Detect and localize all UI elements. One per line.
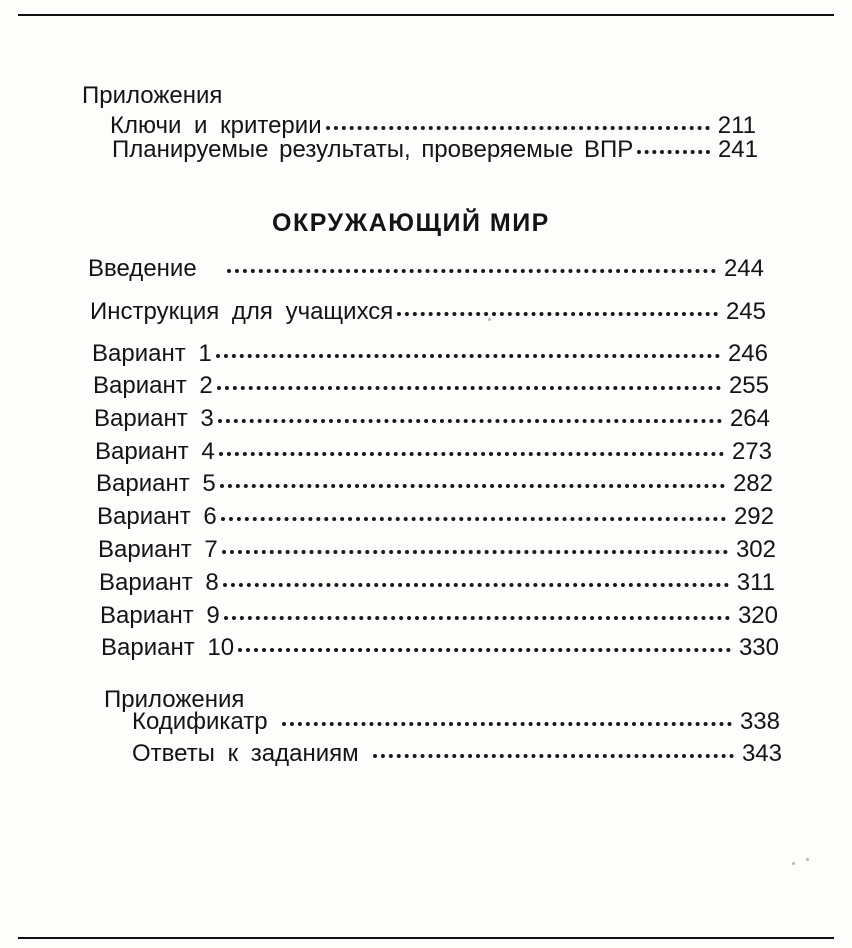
toc-entry-label: Инструкция для учащихся [90,298,394,325]
dot-leader [373,754,734,758]
dot-leader [216,354,720,358]
toc-entry-codifier[interactable] [132,708,780,736]
dot-leader [326,126,710,130]
dot-leader [227,269,716,273]
appendix-heading-2: Приложения [104,686,245,713]
dot-leader [222,550,728,554]
appendix-heading: Приложения [82,82,223,109]
toc-entry-label: Вариант 6 [97,503,217,530]
toc-entry-page: 264 [729,405,770,432]
toc-entry-label: Вариант 4 [95,438,215,465]
toc-entry-page: 311 [736,569,775,596]
dot-leader [637,150,710,154]
toc-entry-label: Введение [88,255,197,282]
toc-entry-label: Кодификатр [132,708,268,735]
toc-entry-introduction[interactable] [88,255,764,283]
page-bottom-edge [18,937,834,939]
toc-entry-page: 282 [732,470,773,497]
toc-entry-page: 302 [735,536,776,563]
toc-entry-instructions[interactable] [90,298,766,326]
dot-leader [219,452,724,456]
toc-entry-label: Вариант 5 [96,470,216,497]
toc-entry-variant-4[interactable] [95,438,772,466]
toc-entry-label: Вариант 7 [98,536,218,563]
dot-leader [397,312,718,316]
toc-entry-page: 330 [738,634,779,661]
toc-entry-label: Вариант 10 [101,634,235,661]
toc-entry-variant-1[interactable] [92,340,768,368]
toc-entry-label: Планируемые результаты, проверяемые ВПР [112,136,634,163]
toc-entry-variant-3[interactable] [94,405,770,433]
print-speck [806,858,809,861]
toc-entry-variant-9[interactable] [100,602,778,630]
toc-entry-page: 241 [717,136,758,163]
page-top-edge [18,14,834,16]
toc-entry-page: 246 [727,340,768,367]
toc-entry-page: 343 [741,740,782,767]
toc-entry-page: 320 [737,602,778,629]
toc-entry-variant-8[interactable] [99,569,775,597]
toc-entry-page: 244 [723,255,764,282]
dot-leader [220,484,725,488]
toc-entry-label: Ключи и критерии [110,112,322,139]
dot-leader [238,648,731,652]
toc-entry-answers[interactable] [132,740,782,768]
toc-entry-page: 211 [717,112,756,139]
toc-entry-variant-10[interactable] [101,634,779,662]
toc-entry-page: 273 [731,438,772,465]
toc-entry-page: 255 [728,372,769,399]
toc-entry-label: Вариант 2 [93,372,213,399]
dot-leader [223,583,729,587]
dot-leader [218,419,722,423]
toc-entry-planned-results[interactable] [112,136,758,164]
print-speck [792,862,795,865]
toc-entry-label: Ответы к заданиям [132,740,359,767]
section-title: ОКРУЖАЮЩИЙ МИР [272,209,550,237]
print-speck [488,318,491,321]
toc-entry-variant-5[interactable] [96,470,773,498]
toc-entry-variant-6[interactable] [97,503,774,531]
toc-entry-variant-2[interactable] [93,372,769,400]
toc-entry-page: 338 [739,708,780,735]
dot-leader [224,616,730,620]
toc-entry-variant-7[interactable] [98,536,776,564]
toc-entry-label: Вариант 3 [94,405,214,432]
toc-entry-page: 245 [725,298,766,325]
dot-leader [221,517,726,521]
toc-entry-label: Вариант 8 [99,569,219,596]
dot-leader [217,386,721,390]
dot-leader [282,722,732,726]
toc-entry-label: Вариант 9 [100,602,220,629]
toc-entry-page: 292 [733,503,774,530]
toc-entry-label: Вариант 1 [92,340,212,367]
